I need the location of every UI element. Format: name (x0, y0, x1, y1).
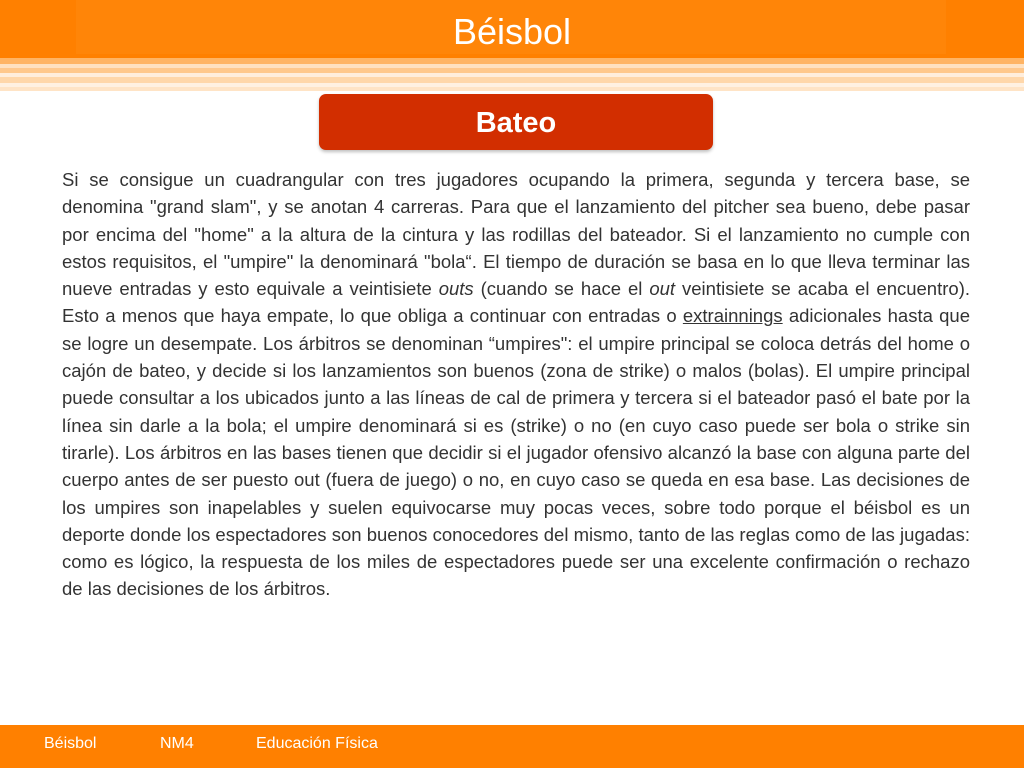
page-title: Béisbol (452, 11, 572, 52)
body-text-segment: Si se consigue un cuadrangular con tres jugadores ocupando la primera, segunda y tercera base, se denomina "grand slam", y se anotan 4 carreras. Para que el lanzamiento del pitcher sea bueno, debe pasar por encima del "home" a la altura de la cintura y las rodillas del bateador. Si el lanzamiento no cumple con estos requisitos, el "umpire" la denominará "bola“. El tiempo de duración se basa en lo que lleva terminar las nueve entradas y esto equivale a veintisiete (62, 169, 970, 300)
footer-bar (0, 725, 1024, 768)
footer-topic: Béisbol (44, 735, 97, 752)
body-text-segment: (cuando se hace el (473, 278, 650, 300)
section-title-box (319, 94, 713, 150)
footer-subject: Educación Física (256, 735, 378, 752)
header-stripe (0, 87, 1024, 91)
emphasis-outs: outs (438, 278, 474, 300)
body-text-segment: veintisiete se acaba el encuentro). Esto a menos que haya empate, lo que obliga a continuar con entradas o (62, 278, 970, 327)
extrainnings-link[interactable]: extrainnings (682, 305, 783, 327)
emphasis-out: out (649, 278, 676, 300)
section-title: Bateo (475, 107, 557, 139)
body-text-segment: adicionales hasta que se logre un desempate. Los árbitros se denominan “umpires": el umpire principal se coloca detrás del home o cajón de bateo, y decide si los lanzamientos son buenos (zona de strike) o malos (bolas). El umpire principal puede consultar a los ubicados junto a las líneas de cal de primera y tercera si el bateador pasó el bate por la línea sin darle a la bola; el umpire denominará si es (strike) o no (en cuyo caso puede ser bola o strike sin tirarle). Los árbitros en las bases tienen que decidir si el jugador ofensivo alcanzó la base con alguna parte del cuerpo antes de ser puesto out (fuera de juego) o no, en cuyo caso se queda en esa base. Las decisiones de los umpires son inapelables y suelen equivocarse muy pocas veces, sobre todo porque el béisbol es un deporte donde los espectadores son buenos conocedores del mismo, tanto de las reglas como de las jugadas: como es lógico, la respuesta de los miles de espectadores puede ser una excelente confirmación o rechazo de las decisiones de los árbitros. (62, 305, 970, 600)
body-paragraph (62, 166, 970, 603)
footer-level: NM4 (160, 735, 194, 752)
